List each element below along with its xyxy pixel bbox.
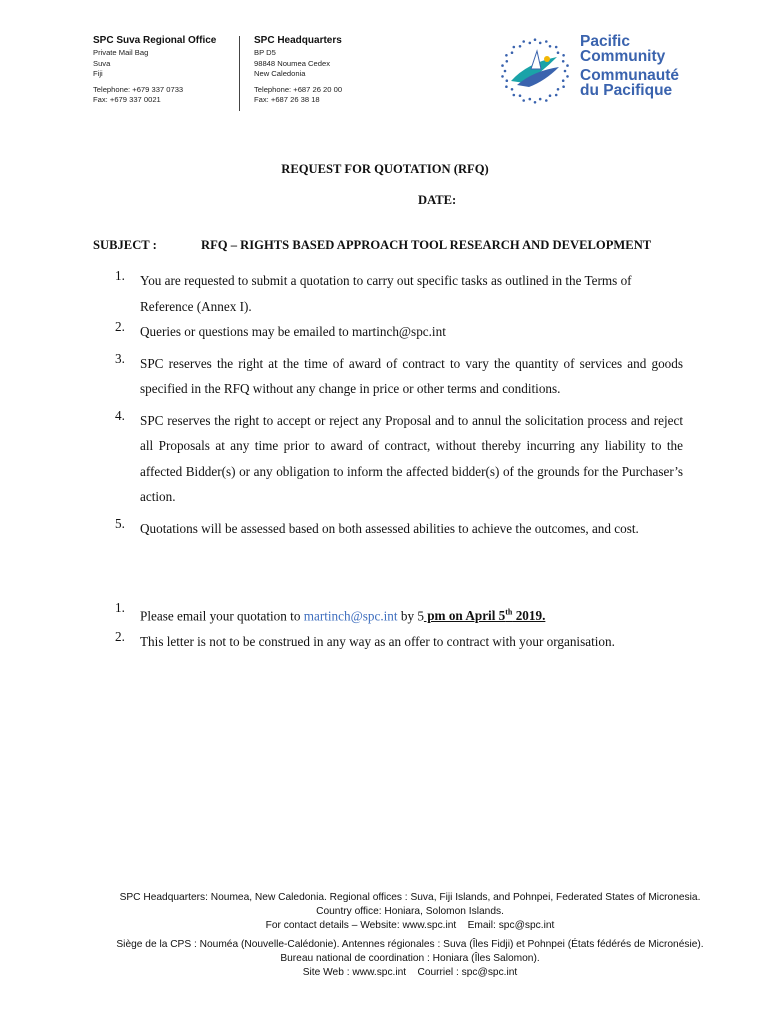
subject-line <box>93 238 733 253</box>
list-item <box>93 319 683 345</box>
list-item-number: 3. <box>115 350 125 366</box>
letterhead-divider <box>239 36 240 111</box>
subject-text: RFQ – RIGHTS BASED APPROACH TOOL RESEARCH AND DEVELOPMENT <box>201 238 652 252</box>
suva-office-address <box>93 34 216 106</box>
terms-list <box>93 268 683 541</box>
suva-address-line: Fiji <box>93 69 103 79</box>
list-item <box>93 600 683 629</box>
hq-fax: Fax: +687 26 38 18 <box>254 95 320 105</box>
document-title: REQUEST FOR QUOTATION (RFQ) <box>281 162 489 176</box>
deadline-year: 2019. <box>512 608 546 624</box>
hq-address-line: BP D5 <box>254 48 276 57</box>
logo-wordmark <box>580 34 679 98</box>
footer-line: Site Web : www.spc.int Courriel : spc@spc.int <box>302 966 518 978</box>
suva-fax: Fax: +679 337 0021 <box>93 95 161 105</box>
instructions-list <box>93 600 683 654</box>
list-item <box>93 268 683 319</box>
footer-line: For contact details – Website: www.spc.int Email: spc@spc.int <box>265 919 555 931</box>
suva-office-title: SPC Suva Regional Office <box>93 35 217 46</box>
suva-address-line: Suva <box>93 58 111 68</box>
suva-phone: Telephone: +679 337 0733 <box>93 84 184 94</box>
deadline-ordinal: th <box>505 608 513 617</box>
list-item-number: 2. <box>115 319 125 334</box>
logo-line: Community <box>580 48 666 65</box>
list-item-text: SPC reserves the right to accept or reject any Proposal and to annul the solicitation process and reject all Proposals at any time prior to award of contract, without thereby incurring any liability to the affected Bidder(s) or any obligation to inform the affected bidder(s) of the grounds for the Purchaser’s action. <box>140 412 683 504</box>
list-item-number: 1. <box>115 600 125 615</box>
hq-office-title: SPC Headquarters <box>254 35 342 46</box>
hq-phone: Telephone: +687 26 20 00 <box>254 84 343 94</box>
footer-line: Country office: Honiara, Solomon Islands. <box>316 905 504 917</box>
footer-french <box>100 938 720 979</box>
date-label: DATE: <box>418 193 457 207</box>
list-item <box>93 408 683 510</box>
list-item-number: 4. <box>115 407 125 423</box>
suva-address-line: Private Mail Bag <box>93 48 149 57</box>
logo-line: du Pacifique <box>580 82 673 99</box>
list-item-number: 1. <box>115 268 125 283</box>
logo-line: Communauté <box>580 67 680 84</box>
footer-english <box>100 891 720 932</box>
deadline-by: by 5 <box>397 608 424 624</box>
email-instruction-prefix: Please email your quotation to <box>140 608 304 624</box>
list-item <box>93 516 683 542</box>
footer-line: Siège de la CPS : Nouméa (Nouvelle-Calédonie). Antennes régionales : Suva (Îles Fidji) et Pohnpei (États fédérés de Micronésie). Bureau national de coordination : Honiara (Îles Salomon). <box>116 939 704 964</box>
footer-line: SPC Headquarters: Noumea, New Caledonia. Regional offices : Suva, Fiji Islands, and Pohnpei, Federated States of Micronesia. <box>119 892 701 903</box>
list-item-text: You are requested to submit a quotation to carry out specific tasks as outlined in the Terms of Reference (Annex I). <box>140 273 632 314</box>
subject-label: SUBJECT : <box>93 238 157 252</box>
hq-office-address <box>254 34 342 106</box>
list-item-text: Queries or questions may be emailed to martinch@spc.int <box>140 324 446 339</box>
deadline-main: pm on April 5 <box>423 608 506 624</box>
contact-email-link[interactable]: martinch@spc.int <box>303 608 398 624</box>
hq-address-line: New Caledonia <box>254 69 306 79</box>
list-item-text: Quotations will be assessed based on both assessed abilities to achieve the outcomes, and cost. <box>140 520 639 536</box>
hq-address-line: 98848 Noumea Cedex <box>254 58 330 68</box>
list-item-text: SPC reserves the right at the time of award of contract to vary the quantity of services and goods specified in the RFQ without any change in price or other terms and conditions. <box>140 355 683 396</box>
deadline-text <box>424 608 545 623</box>
logo-line: Pacific <box>580 33 630 50</box>
list-item-text: This letter is not to be construed in any way as an offer to contract with your organisation. <box>140 633 615 649</box>
list-item-text <box>140 600 683 629</box>
list-item <box>93 351 683 402</box>
list-item-number: 2. <box>115 628 125 644</box>
list-item-number: 5. <box>115 515 125 531</box>
list-item <box>93 629 683 655</box>
